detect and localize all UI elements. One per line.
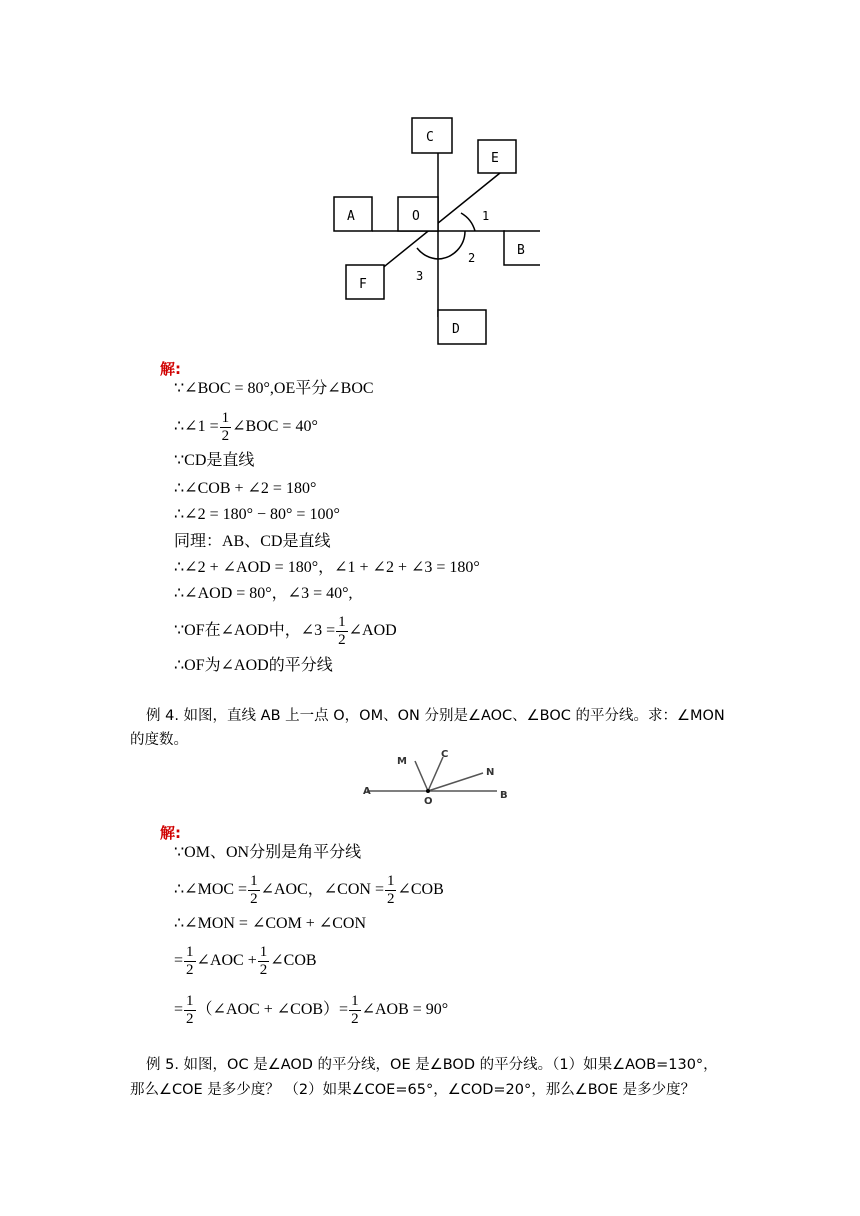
- angle-diagram-2: [355, 745, 520, 807]
- sol1-line-8: ∴∠AOD = 80°，∠3 = 40°,: [174, 585, 353, 602]
- sol1-line-7: ∴∠2 + ∠AOD = 180°，∠1 + ∠2 + ∠3 = 180°: [174, 559, 480, 576]
- solution-2-label: 解:: [160, 824, 181, 842]
- sol1-line-10: ∴OF为∠AOD的平分线: [174, 657, 333, 674]
- label-o: O: [424, 796, 433, 807]
- label-e: E: [491, 151, 499, 166]
- sol2-line-1: ∵OM、ON分别是角平分线: [174, 844, 362, 861]
- example-4-line-2: 的度数。: [130, 732, 188, 748]
- label-o: O: [412, 209, 420, 224]
- angle-1-label: 1: [482, 209, 490, 223]
- sol1-line-5: ∴∠2 = 180° − 80° = 100°: [174, 506, 340, 523]
- sol1-line-6: 同理：AB、CD是直线: [174, 533, 331, 550]
- angle-3-label: 3: [416, 269, 424, 283]
- example-5-line-1: 例 5. 如图，OC 是∠AOD 的平分线，OE 是∠BOD 的平分线。（1）如果∠AOB=130°，: [146, 1057, 718, 1073]
- fraction-half: $\frac{1}{2}$: [221, 410, 230, 444]
- sol1-line-4: ∴∠COB + ∠2 = 180°: [174, 480, 317, 497]
- angle-2-label: 2: [468, 251, 476, 265]
- example-5-line-2: 那么∠COE 是多少度？ （2）如果∠COE=65°，∠COD=20°，那么∠BOE 是多少度？: [130, 1082, 696, 1098]
- label-n: N: [486, 767, 495, 778]
- example-4-line-1: 例 4. 如图，直线 AB 上一点 O，OM、ON 分别是∠AOC、∠BOC 的平分线。求：∠MON: [146, 708, 725, 724]
- solution-1-label: 解:: [160, 360, 181, 378]
- label-b: B: [500, 790, 508, 801]
- fraction-half: $\frac{1}{2}$: [186, 993, 194, 1027]
- label-b: B: [517, 243, 525, 258]
- angle-diagram-1: [320, 110, 540, 350]
- label-m: M: [397, 756, 407, 767]
- label-d: D: [452, 322, 460, 337]
- box-d: [438, 310, 486, 344]
- fraction-half: $\frac{1}{2}$: [250, 873, 258, 907]
- fraction-half: $\frac{1}{2}$: [351, 993, 359, 1027]
- label-f: F: [359, 277, 367, 292]
- label-c: C: [441, 749, 449, 760]
- sol1-line-1: ∵∠BOC = 80°,OE平分∠BOC: [174, 380, 374, 397]
- sol2-line-4: = $\frac{1}{2}$ ∠AOC + $\frac{1}{2}$ ∠COB: [174, 944, 317, 978]
- fraction-half: $\frac{1}{2}$: [259, 944, 268, 978]
- sol1-line-9: ∵OF在∠AOD中，∠3 = $\frac{1}{2}$ ∠AOD: [174, 614, 397, 648]
- fraction-half: $\frac{1}{2}$: [338, 614, 346, 648]
- sol1-line-2: ∴∠1 = $\frac{1}{2}$ ∠BOC = 40°: [174, 410, 318, 444]
- label-c: C: [426, 130, 434, 145]
- fraction-half: $\frac{1}{2}$: [186, 944, 194, 978]
- label-a: A: [363, 786, 371, 797]
- sol2-line-5: = $\frac{1}{2}$ （∠AOC + ∠COB）= $\frac{1}{2}$ ∠AOB = 90°: [174, 993, 449, 1027]
- sol2-line-2: ∴∠MOC = $\frac{1}{2}$ ∠AOC，∠CON = $\frac{1}{2}$ ∠COB: [174, 873, 444, 907]
- fraction-half: $\frac{1}{2}$: [386, 873, 395, 907]
- sol1-line-3: ∵CD是直线: [174, 452, 255, 469]
- label-a: A: [347, 209, 355, 224]
- sol2-line-3: ∴∠MON = ∠COM + ∠CON: [174, 915, 367, 932]
